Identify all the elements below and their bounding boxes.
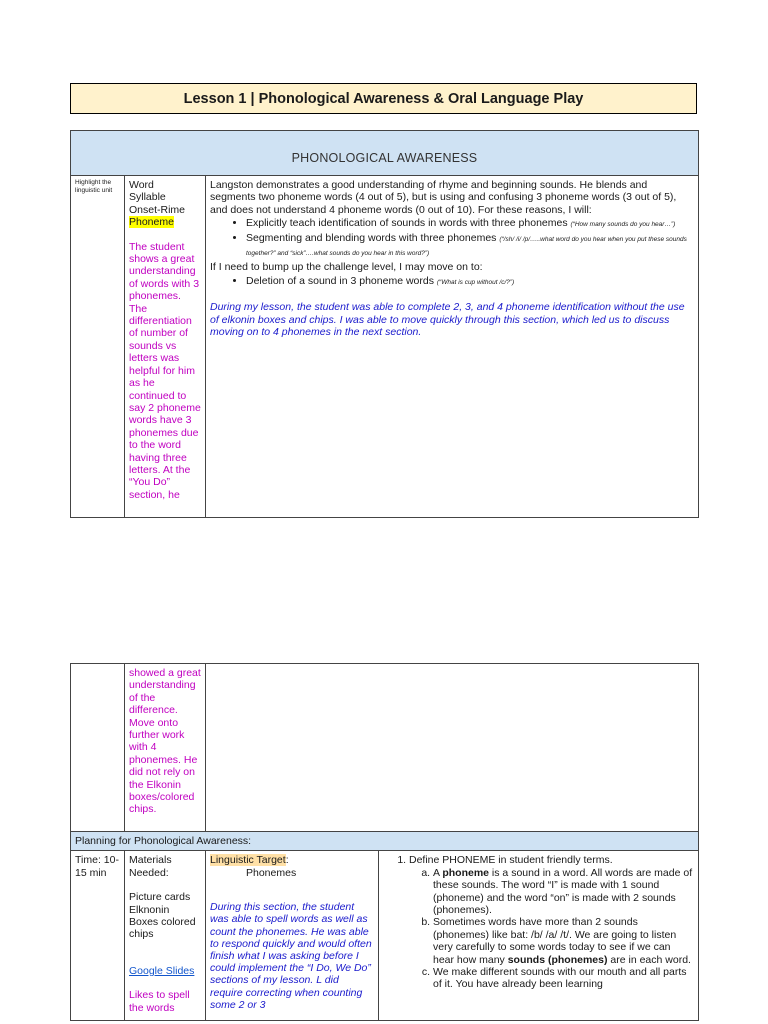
planning-header-text: Planning for Phonological Awareness: (75, 835, 252, 847)
substep-item: a. A phoneme is a sound in a word. All words are made of these sounds. The word “I” is made with 1 sound (phoneme) and the word “on” is made with 2 sounds (phonemes). (433, 867, 694, 917)
bullet-note: (“What is cup without /c/?”) (436, 278, 515, 286)
units-cell (125, 176, 206, 518)
planning-header (71, 832, 699, 851)
bullet-text: Explicitly teach identification of sounds in words with three phonemes (246, 217, 568, 230)
step-text: Define PHONEME in student friendly terms. (409, 854, 613, 867)
planning-table (70, 663, 699, 1021)
linguistic-target-value: Phonemes (246, 866, 297, 879)
bullet-text: Segmenting and blending words with three phonemes (246, 231, 497, 244)
plan-intro: Langston demonstrates a good understanding of rhyme and beginning sounds. He blends and segments two phoneme words (4 out of 5), but is using and confusing 3 phoneme words (3 out of 5), and does not understand 4 phoneme words (0 out of 10). For these reasons, I will: (210, 179, 677, 216)
units-cell-continued (125, 664, 206, 832)
steps-cell (379, 851, 699, 1021)
unit-word: Word (129, 179, 154, 191)
target-colon: : (285, 854, 289, 867)
time-cell (71, 851, 125, 1021)
section-header (71, 131, 699, 176)
unit-syllable: Syllable (129, 191, 166, 204)
challenge-line: If I need to bump up the challenge level, I may move on to: (210, 261, 483, 274)
substep-item: c. We make different sounds with our mouth and all parts of it. You have already been learning (433, 966, 694, 991)
unit-onset-rime: Onset-Rime (129, 203, 186, 216)
bullet-text: Deletion of a sound in 3 phoneme words (246, 274, 434, 287)
lesson-reflection: During my lesson, the student was able to complete 2, 3, and 4 phoneme identification without the use of elkonin boxes and chips. I was able to move quickly through this section, which led us to discuss moving on to 4 phonemes in the next section. (210, 301, 685, 339)
plan-cell-continued (206, 664, 699, 832)
bullet-item (246, 217, 694, 231)
linguistic-target-label: Linguistic Target (210, 854, 286, 867)
linguistic-unit-label: Highlight the linguistic unit (75, 179, 113, 194)
bullet-note: (“How many sounds do you hear…”) (570, 221, 676, 229)
substeps-list (409, 867, 694, 991)
observation-note-part2: showed a great understanding of the difference. Move onto further work with 4 phonemes. He did not rely on the Elkonin boxes/colored chips. (129, 667, 201, 816)
target-cell (206, 851, 379, 1021)
blank-cell (71, 664, 125, 832)
likes-note: Likes to spell the words (129, 989, 190, 1014)
section-header-text: PHONOLOGICAL AWARENESS (291, 151, 478, 165)
target-reflection: During this section, the student was able to spell words as well as count the phonemes. He was able to respond quickly and would often finish what I was asking before I could implement the “I Do, We Do” sections of my lesson. L did require correcting when counting some 2 or 3 (210, 901, 372, 1011)
steps-list (383, 854, 694, 990)
plan-cell (206, 176, 699, 518)
unit-phoneme-highlighted: Phoneme (129, 216, 174, 229)
step-item (409, 854, 694, 990)
time-text: Time: 10-15 min (75, 854, 119, 879)
google-slides-link[interactable]: Google Slides (129, 964, 195, 977)
lesson-title: Lesson 1 | Phonological Awareness & Oral Language Play (70, 83, 697, 114)
substep-item: b. Sometimes words have more than 2 sounds (phonemes) like bat: /b/ /a/ /t/. We are going to listen very carefully to some words today to see if we can hear how many sounds (phonemes) are in each word. (433, 916, 694, 966)
challenge-bullets (210, 275, 694, 289)
bullet-note: (“/sh/ /i/ /p/…..what word do you hear when you put these sounds together?” and “sick”….what sounds do you hear in this word?”) (246, 235, 687, 258)
materials-list: Picture cards Elknonin Boxes colored chips (129, 891, 196, 941)
label-cell (71, 176, 125, 518)
observation-note-part1: The student shows a great understanding of words with 3 phonemes. The differentiation of number of sounds vs letters was helpful for him as he continued to say 2 phoneme words have 3 phonemes due to the word having three letters. At the “You Do” section, he (129, 240, 201, 501)
bullet-item (246, 232, 694, 261)
plan-bullets (210, 217, 694, 260)
materials-label: Materials Needed: (129, 854, 172, 879)
materials-cell (125, 851, 206, 1021)
bullet-item (246, 275, 694, 289)
phonological-awareness-table (70, 130, 699, 518)
